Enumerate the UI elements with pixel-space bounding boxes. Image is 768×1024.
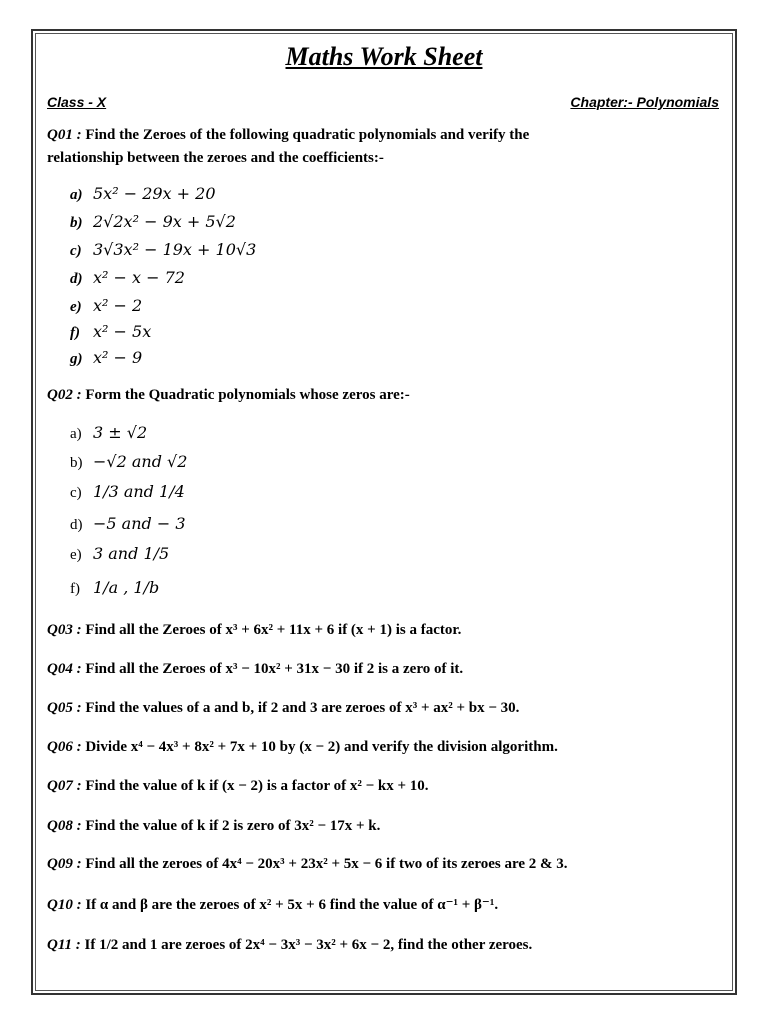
question-text: Find all the Zeroes of x³ + 6x² + 11x + 6 if (x + 1) is a factor. (85, 622, 462, 638)
question-text: Find the values of a and b, if 2 and 3 are zeroes of x³ + ax² + bx − 30. (85, 700, 520, 716)
item-label: a) (70, 426, 82, 442)
question-09 (47, 856, 568, 873)
question-number: Q01 : (47, 127, 82, 143)
q01-item-b (70, 212, 236, 232)
item-expression: 2√2x² − 9x + 5√2 (93, 212, 236, 231)
chapter-label: Chapter:- Polynomials (570, 94, 719, 110)
q01-item-a (70, 184, 216, 204)
item-label: c) (70, 243, 82, 259)
question-07 (47, 778, 429, 795)
q02-item-c (70, 482, 185, 502)
item-label: a) (70, 187, 83, 203)
question-number: Q03 : (47, 622, 82, 638)
q02-item-f (70, 578, 159, 598)
question-text: Form the Quadratic polynomials whose zeros are:- (85, 387, 410, 403)
question-04 (47, 661, 463, 678)
question-number: Q05 : (47, 700, 82, 716)
q01-item-d (70, 268, 185, 288)
item-expression: x² − 9 (93, 348, 143, 367)
item-label: b) (70, 215, 83, 231)
item-label: e) (70, 299, 82, 315)
question-08 (47, 818, 380, 835)
item-expression: 1/3 and 1/4 (93, 482, 185, 501)
item-expression: 3 ± √2 (93, 423, 148, 442)
question-03 (47, 622, 461, 639)
question-number: Q07 : (47, 778, 82, 794)
class-label: Class - X (47, 94, 107, 110)
question-text-line2: relationship between the zeroes and the coefficients:- (47, 150, 384, 166)
item-label: d) (70, 517, 83, 533)
question-number: Q10 : (47, 897, 82, 913)
item-label: b) (70, 455, 83, 471)
item-label: g) (70, 351, 83, 367)
q01-item-g (70, 348, 142, 368)
question-text: If 1/2 and 1 are zeroes of 2x⁴ − 3x³ − 3x² + 6x − 2, find the other zeroes. (84, 937, 533, 953)
question-text: Divide x⁴ − 4x³ + 8x² + 7x + 10 by (x − 2) and verify the division algorithm. (85, 739, 558, 755)
question-text: Find the value of k if (x − 2) is a factor of x² − kx + 10. (85, 778, 429, 794)
question-number: Q11 : (47, 937, 81, 953)
question-text: Find all the Zeroes of x³ − 10x² + 31x − 30 if 2 is a zero of it. (85, 661, 464, 677)
item-expression: x² − 5x (93, 322, 152, 341)
question-01 (47, 127, 529, 144)
question-01-continued (47, 150, 384, 167)
q01-item-f (70, 322, 151, 342)
question-number: Q06 : (47, 739, 82, 755)
q02-item-a (70, 423, 147, 443)
question-number: Q09 : (47, 856, 82, 872)
page-border-inner (35, 33, 733, 991)
q01-item-c (70, 240, 256, 260)
item-label: d) (70, 271, 83, 287)
question-text: Find the value of k if 2 is zero of 3x² − 17x + k. (85, 818, 381, 834)
q02-item-e (70, 544, 169, 564)
question-text-line1: Find the Zeroes of the following quadratic polynomials and verify the (85, 127, 530, 143)
question-06 (47, 739, 558, 756)
item-label: f) (70, 581, 80, 597)
question-number: Q08 : (47, 818, 82, 834)
item-label: c) (70, 485, 82, 501)
question-number: Q02 : (47, 387, 82, 403)
item-expression: −√2 and √2 (93, 452, 188, 471)
item-expression: 3 and 1/5 (93, 544, 170, 563)
q02-item-d (70, 514, 186, 534)
item-label: e) (70, 547, 82, 563)
question-10 (47, 895, 498, 914)
question-05 (47, 700, 519, 717)
item-expression: 5x² − 29x + 20 (93, 184, 216, 203)
q02-item-b (70, 452, 187, 472)
question-11 (47, 937, 532, 954)
question-text: If α and β are the zeroes of x² + 5x + 6 find the value of α⁻¹ + β⁻¹. (85, 897, 499, 913)
item-expression: 3√3x² − 19x + 10√3 (93, 240, 257, 259)
question-02 (47, 387, 410, 404)
item-expression: 1/a , 1/b (93, 578, 160, 597)
item-label: f) (70, 325, 80, 341)
question-text: Find all the zeroes of 4x⁴ − 20x³ + 23x² + 5x − 6 if two of its zeroes are 2 & 3. (85, 856, 568, 872)
q01-item-e (70, 296, 142, 316)
worksheet-title: Maths Work Sheet (285, 42, 483, 71)
item-expression: −5 and − 3 (93, 514, 186, 533)
question-number: Q04 : (47, 661, 82, 677)
item-expression: x² − 2 (93, 296, 143, 315)
item-expression: x² − x − 72 (93, 268, 185, 287)
